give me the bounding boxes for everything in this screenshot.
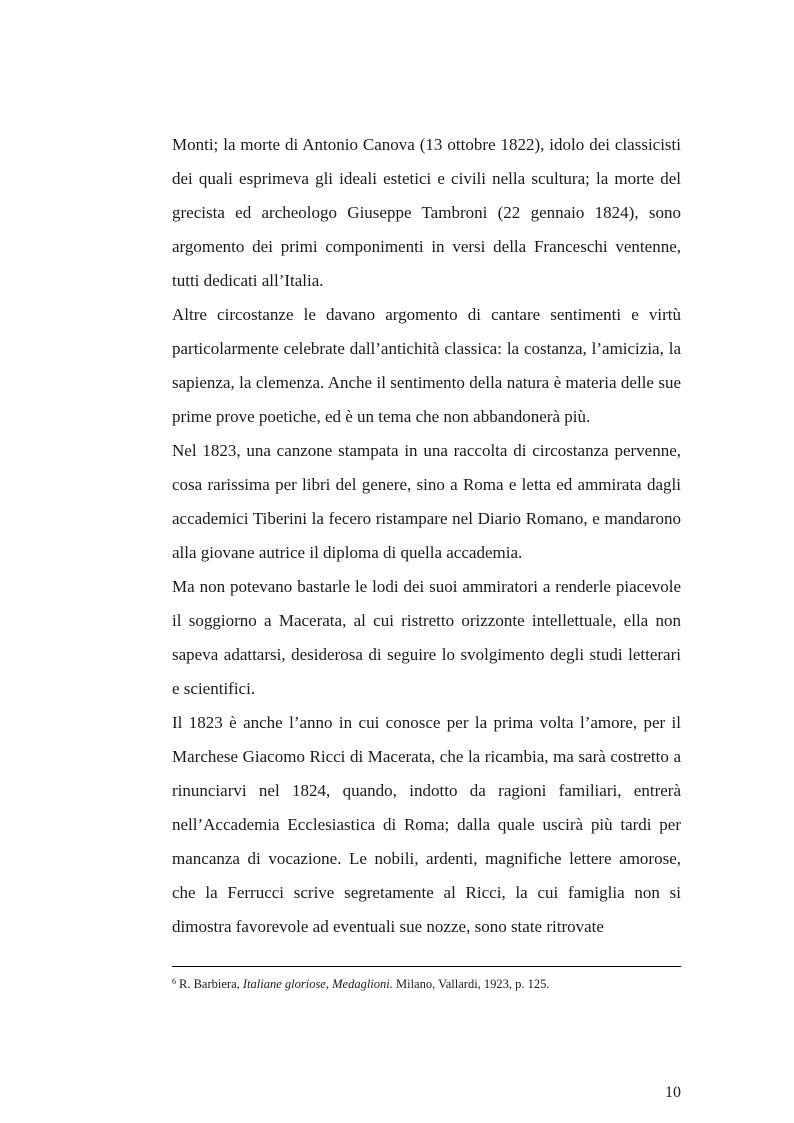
footnote-number: 6 (172, 977, 176, 986)
paragraph: Ma non potevano bastarle le lodi dei suoi ammiratori a renderle piacevole il soggiorno a Macerata, al cui ristretto orizzonte intellettuale, ella non sapeva adattarsi, desiderosa di seguire lo svolgimento degli studi letterari e scientifici. (172, 577, 681, 698)
paragraph: Nel 1823, una canzone stampata in una raccolta di circostanza pervenne, cosa rarissima per libri del genere, sino a Roma e letta ed ammirata dagli accademici Tiberini la fecero ristampare nel Diario Romano, e mandarono alla giovane autrice il diploma di quella accademia. (172, 441, 681, 562)
body-text (172, 128, 681, 944)
paragraph: Il 1823 è anche l’anno in cui conosce per la prima volta l’amore, per il Marchese Giacomo Ricci di Macerata, che la ricambia, ma sarà costretto a rinunciarvi nel 1824, quando, indotto da ragioni familiari, entrerà nell’Accademia Ecclesiastica di Roma; dalla quale uscirà più tardi per mancanza di vocazione. Le nobili, ardenti, magnifiche lettere amorose, che la Ferrucci scrive segretamente al Ricci, la cui famiglia non si dimostra favorevole ad eventuali sue nozze, sono state ritrovate (172, 713, 681, 936)
paragraph: Monti; la morte di Antonio Canova (13 ottobre 1822), idolo dei classicisti dei quali esprimeva gli ideali estetici e civili nella scultura; la morte del grecista ed archeologo Giuseppe Tambroni (22 gennaio 1824), sono argomento dei primi componimenti in versi della Franceschi ventenne, tutti dedicati all’Italia. (172, 135, 681, 290)
footnote-publication: Milano, Vallardi, 1923, p. 125. (392, 977, 550, 991)
footnote-separator (172, 966, 681, 967)
paragraph: Altre circostanze le davano argomento di cantare sentimenti e virtù particolarmente celebrate dall’antichità classica: la costanza, l’amicizia, la sapienza, la clemenza. Anche il sentimento della natura è materia delle sue prime prove poetiche, ed è un tema che non abbandonerà più. (172, 305, 681, 426)
footnote-author: R. Barbiera, (179, 977, 243, 991)
footnote-title: Italiane gloriose, Medaglioni. (242, 977, 393, 991)
footnote (172, 973, 681, 993)
page-number: 10 (665, 1084, 681, 1101)
